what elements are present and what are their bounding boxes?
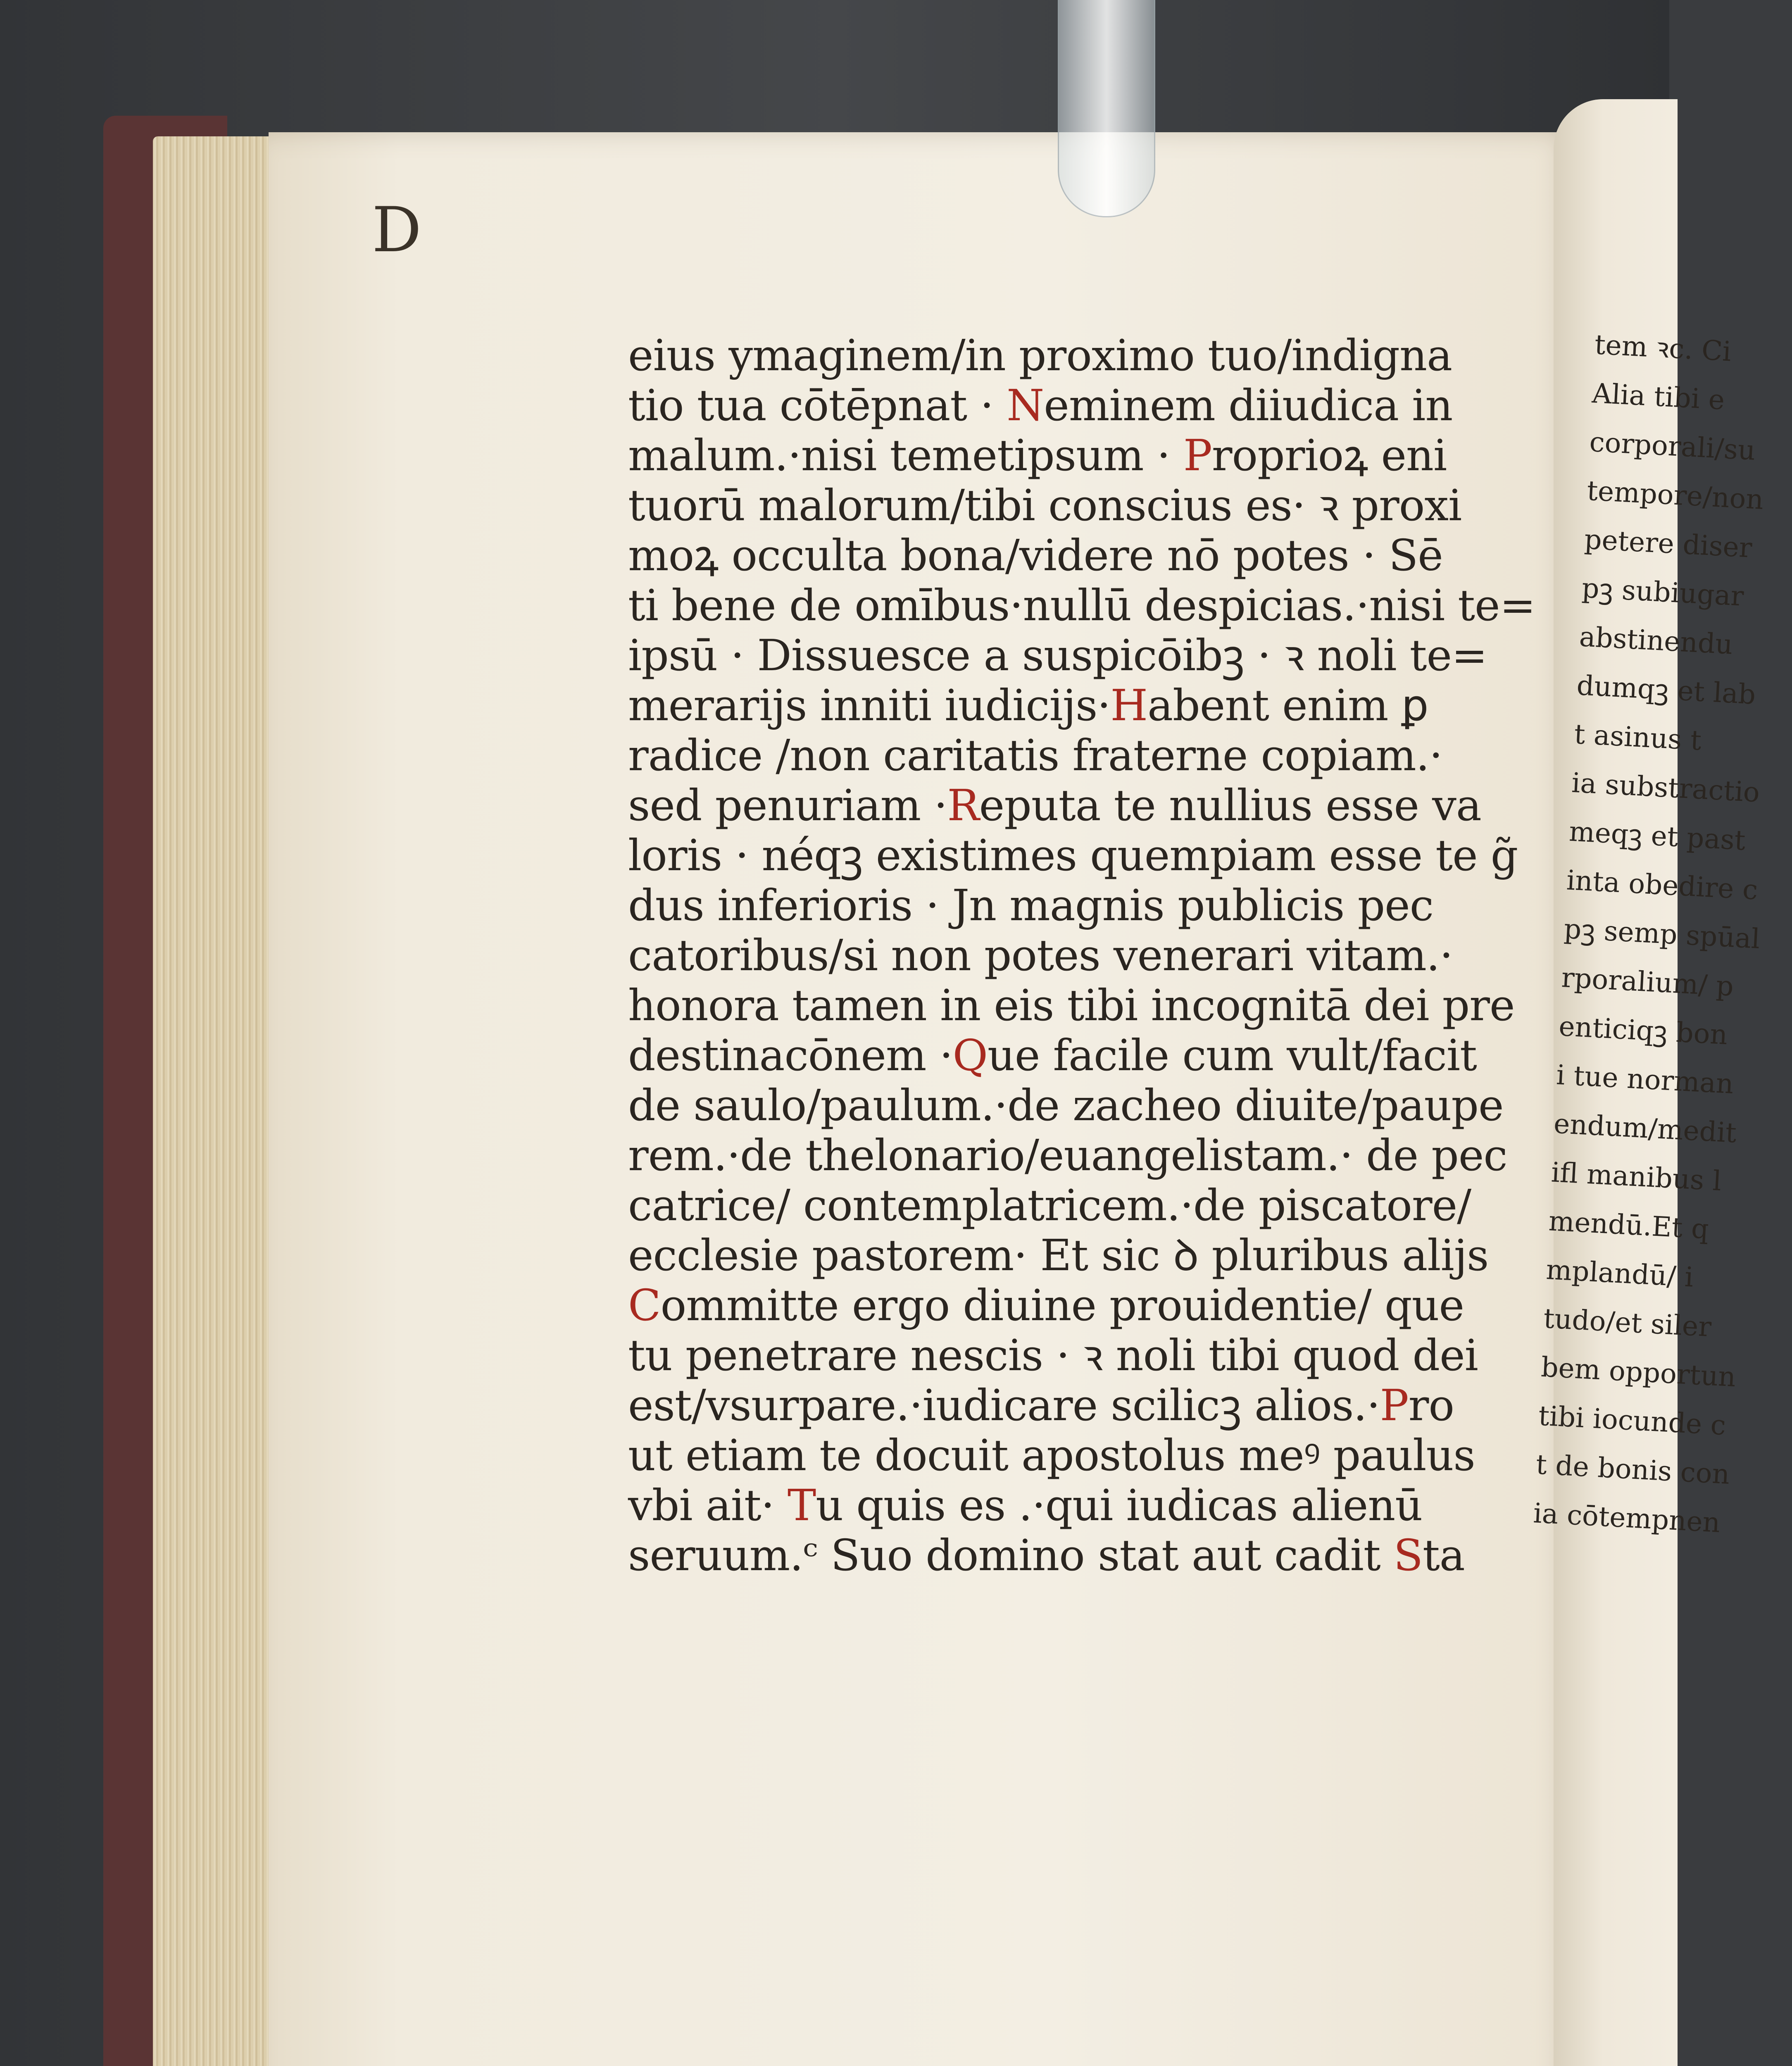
text-span: abent enim ꝑ xyxy=(1147,680,1428,731)
facing-page-line: Alia tibi e xyxy=(1591,377,1725,416)
text-span: roprioꝝ eni xyxy=(1211,430,1447,481)
text-line xyxy=(628,1181,1496,1231)
text-span: ro xyxy=(1408,1380,1454,1430)
text-span: catoribus/si non potes venerari vitam.· xyxy=(628,930,1453,981)
text-line xyxy=(628,1281,1496,1331)
text-line xyxy=(628,481,1496,531)
rubricated-initial: N xyxy=(1007,380,1044,431)
text-span: destinacōnem · xyxy=(628,1030,953,1081)
facing-page-line: t asinus t xyxy=(1573,718,1702,757)
text-line xyxy=(628,431,1496,481)
text-span: eputa te nullius esse va xyxy=(979,780,1481,831)
text-span: eminem diiudica in xyxy=(1044,380,1453,431)
facing-page-line: petere diser xyxy=(1583,523,1753,564)
facing-page-line: meqꝫ et past xyxy=(1568,815,1747,857)
page-holder-clip-top xyxy=(1058,0,1155,217)
facing-page-line: pꝫ subiugar xyxy=(1581,572,1745,612)
text-line xyxy=(628,531,1496,581)
text-line xyxy=(628,1031,1496,1081)
facing-page-line: i tue norman xyxy=(1555,1059,1735,1100)
text-span: vbi ait· xyxy=(628,1480,788,1530)
text-span: radice /non caritatis fraterne copiam.· xyxy=(628,730,1442,781)
text-line xyxy=(628,1430,1496,1480)
facing-page-line: rporalium/ p xyxy=(1561,962,1735,1002)
text-line xyxy=(628,931,1496,981)
facing-page-line: ia substractio xyxy=(1571,766,1761,809)
text-span: de saulo/paulum.·de zacheo diuite/paupe xyxy=(628,1080,1504,1131)
text-span: ommitte ergo diuine prouidentie/ que xyxy=(660,1280,1464,1331)
facing-page-line: enticiqꝫ bon xyxy=(1558,1010,1729,1051)
text-line xyxy=(628,1381,1496,1430)
text-span: ue facile cum vult/facit xyxy=(987,1030,1477,1081)
text-span: seruum.ᶜ Suo domino stat aut cadit xyxy=(628,1530,1394,1580)
text-line xyxy=(628,331,1496,381)
text-span: catrice/ contemplatricem.·de piscatore/ xyxy=(628,1180,1471,1231)
rubricated-initial: S xyxy=(1393,1530,1423,1580)
facing-page-line: bem opportun xyxy=(1540,1351,1737,1393)
text-line xyxy=(628,1331,1496,1381)
text-span: rem.·de thelonario/euangelistam.· de pec xyxy=(628,1130,1507,1181)
text-line xyxy=(628,1080,1504,1131)
rubricated-initial: T xyxy=(787,1480,816,1530)
text-span: u quis es .·qui iudicas alienū xyxy=(816,1480,1423,1530)
facing-page-line: ifl manibus l xyxy=(1550,1156,1723,1197)
text-line xyxy=(628,381,1496,431)
rubricated-initial: P xyxy=(1380,1380,1409,1430)
facing-page-line: dumqꝫ et lab xyxy=(1576,669,1757,711)
text-span: loris · néqꝫ existimes quempiam esse te g̃ xyxy=(628,830,1518,881)
facing-page-line: t de bonis con xyxy=(1535,1448,1731,1490)
text-line xyxy=(628,1530,1496,1580)
facing-page-line: tem ꝛc. Ci xyxy=(1594,328,1732,368)
facing-page-line: tibi iocunde c xyxy=(1537,1400,1727,1442)
text-line xyxy=(628,681,1496,731)
facing-page-line: tudo/et siler xyxy=(1542,1302,1712,1343)
main-text-block xyxy=(628,330,1535,1580)
text-span: honora tamen in eis tibi incognitā dei pre xyxy=(628,980,1515,1031)
text-span: tio tua cōtēpnat · xyxy=(628,380,1007,431)
facing-page-line: corporali/su xyxy=(1588,426,1756,467)
text-line xyxy=(628,781,1496,831)
rubricated-initial: P xyxy=(1183,430,1212,481)
text-line xyxy=(628,1231,1496,1281)
facing-page-line: mplandū/ i xyxy=(1545,1254,1694,1293)
text-line xyxy=(628,631,1496,681)
text-line xyxy=(628,580,1535,631)
text-line xyxy=(628,1130,1507,1181)
text-span: ti bene de omībus·nullū despicias.·nisi te= xyxy=(628,580,1535,631)
text-span: merarijs inniti iudicijs· xyxy=(628,680,1111,731)
text-span: ta xyxy=(1423,1530,1465,1580)
text-span: tuorū malorum/tibi conscius es· ꝛ proxi xyxy=(628,480,1462,531)
text-span: malum.·nisi temetipsum · xyxy=(628,430,1183,481)
rubricated-initial: C xyxy=(628,1280,661,1331)
rubricated-initial: H xyxy=(1110,680,1148,731)
text-span: dus inferioris · Jn magnis publicis pec xyxy=(628,880,1433,931)
facing-page-line: endum/medit xyxy=(1553,1107,1737,1149)
facing-page-line: abstinendu xyxy=(1578,621,1734,661)
text-span: est/vsurpare.·iudicare scilicꝫ alios.· xyxy=(628,1380,1380,1430)
rubricated-initial: R xyxy=(947,780,979,831)
text-span: ut etiam te docuit apostolus meꝰ paulus xyxy=(628,1430,1475,1480)
text-span: sed penuriam · xyxy=(628,780,947,831)
text-span: moꝝ occulta bona/videre nō potes · Sē xyxy=(628,530,1443,581)
facing-page-line: inta obedire c xyxy=(1566,864,1759,906)
page-edges xyxy=(153,136,277,2066)
text-line xyxy=(628,731,1496,781)
text-line xyxy=(628,1480,1496,1530)
facing-page-line: tempore/non xyxy=(1586,474,1764,516)
facing-page-line: pꝫ semp spūal xyxy=(1563,913,1761,955)
text-line xyxy=(628,881,1496,931)
text-line xyxy=(628,830,1518,881)
rubricated-initial: Q xyxy=(952,1030,988,1081)
text-span: ipsū · Dissuesce a suspicōibꝫ · ꝛ noli te= xyxy=(628,630,1487,681)
facing-page-line: ia cōtempnen xyxy=(1533,1497,1721,1539)
text-span: ecclesie pastorem· Et sic ꝺ pluribus alijs xyxy=(628,1230,1489,1281)
text-line xyxy=(628,980,1515,1031)
facing-page-line: mendū.Et q xyxy=(1548,1205,1710,1245)
text-span: eius ymaginem/in proximo tuo/indigna xyxy=(628,330,1452,381)
text-span: tu penetrare nescis · ꝛ noli tibi quod dei xyxy=(628,1330,1478,1381)
folio-mark: D xyxy=(372,194,422,266)
